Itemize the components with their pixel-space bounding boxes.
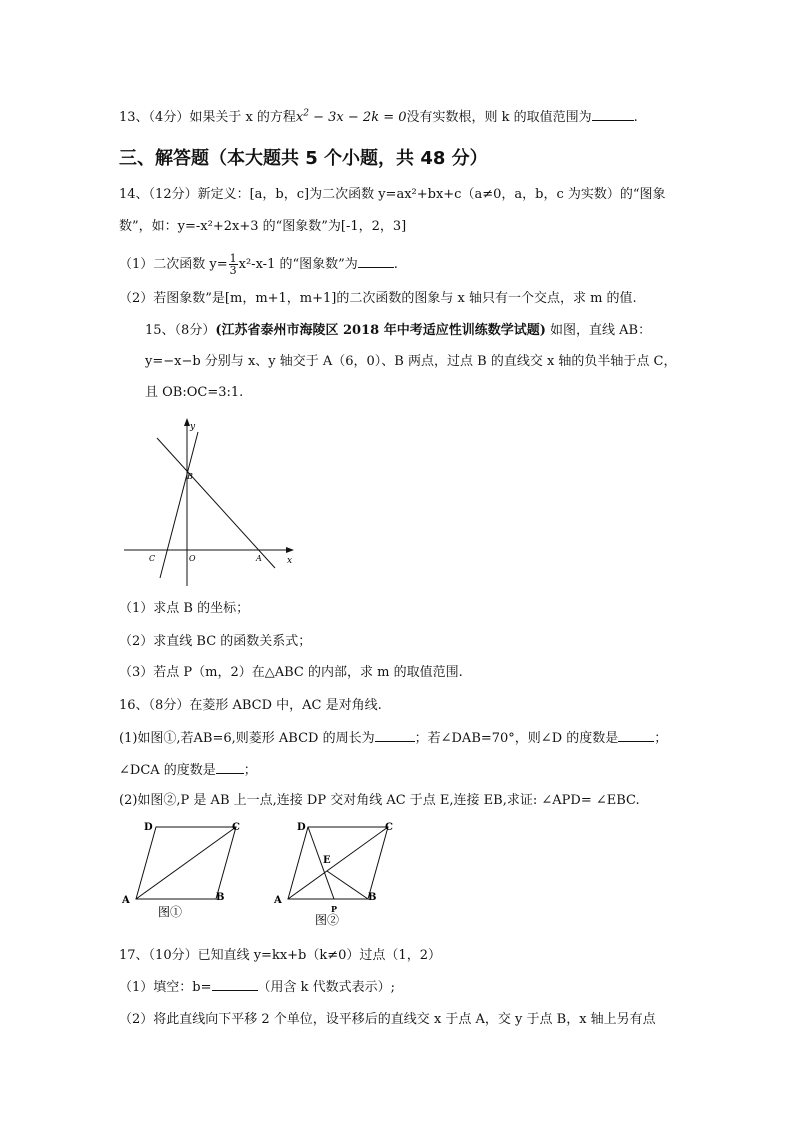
q13-suffix: 没有实数根，则 k 的取值范围为 — [406, 110, 592, 125]
q14-part2: （2）若图象数”是[m，m+1，m+1]的二次函数的图象与 x 轴只有一个交点，求 m 的值. — [119, 291, 637, 306]
q14-part1: （1）二次函数 y= $\frac{1}{3}$ x²-x-1 的“图象数”为 . — [119, 252, 398, 277]
q16-angle-d-blank[interactable] — [618, 729, 654, 742]
q16-line2: (1)如图①,若AB=6,则菱形 ABCD 的周长为 ；若∠DAB=70°，则∠D 的度数是 ； — [119, 731, 668, 746]
q16-angle-dca-blank[interactable] — [216, 761, 244, 774]
fig2-label-d: D — [297, 822, 306, 833]
q14-line2: 数”，如：y=-x²+2x+3 的“图象数”为[-1，2，3] — [119, 219, 407, 234]
q16-line3: ∠DCA 的度数是 ； — [119, 763, 257, 778]
q15-figure — [120, 418, 300, 588]
label-c: C — [149, 554, 156, 563]
fig1-caption: 图① — [158, 905, 183, 919]
label-b: B — [187, 472, 193, 481]
fig1-label-b: B — [216, 892, 225, 903]
q15-part3: （3）若点 P（m，2）在△ABC 的内部，求 m 的取值范围. — [119, 665, 463, 680]
fig2-label-a: A — [274, 895, 282, 906]
fig2-caption: 图② — [315, 913, 340, 927]
q15-line2: y=−x−b 分别与 x、y 轴交于 A（6，0）、B 两点，过点 B 的直线交 x 轴的负半轴于点 C， — [145, 354, 677, 369]
label-x: x — [287, 556, 293, 566]
q14-fraction: $\frac{1}{3}$ — [229, 252, 237, 277]
x-axis-arrow-icon — [286, 547, 294, 553]
q16-perimeter-blank[interactable] — [375, 729, 415, 742]
diagonal-ac-1 — [136, 827, 236, 899]
q16-figure-1 — [118, 818, 258, 928]
q16-figure-2 — [270, 818, 410, 933]
line-ab — [157, 438, 275, 568]
q15-line1: 15、（8分）(江苏省泰州市海陵区 2018 年中考适应性训练数学试题) 如图，直线 AB： — [145, 323, 652, 338]
q17-part1: （1）填空：b= （用含 k 代数式表示）; — [119, 980, 396, 995]
q17-b-answer-blank[interactable] — [212, 978, 258, 991]
q15-line3: 且 OB:OC=3:1. — [145, 385, 244, 400]
fig1-label-d: D — [144, 822, 153, 833]
q13-prefix: 13、（4分）如果关于 x 的方程 — [119, 110, 296, 125]
section-heading-answers: 三、解答题（本大题共 5 个小题，共 48 分） — [119, 148, 488, 169]
fig1-label-a: A — [122, 895, 130, 906]
q13-equation: $x^2 - 3x - 2k = 0$ — [295, 108, 407, 125]
q17-part2: （2）将此直线向下平移 2 个单位，设平移后的直线交 x 于点 A，交 y 于点 B，x 轴上另有点 — [119, 1012, 656, 1027]
q16-line1: 16、（8分）在菱形 ABCD 中，AC 是对角线. — [119, 698, 382, 713]
fig2-label-c: C — [385, 822, 393, 833]
label-o: O — [189, 554, 196, 563]
q15-part1: （1）求点 B 的坐标； — [119, 601, 250, 616]
fig1-label-c: C — [232, 822, 240, 833]
diagonal-ac-2 — [288, 827, 388, 899]
label-y: y — [190, 422, 196, 432]
fig2-label-p: P — [331, 904, 338, 914]
q17-line1: 17、（10分）已知直线 y=kx+b（k≠0）过点（1，2） — [119, 948, 441, 963]
q16-line4: (2)如图②,P 是 AB 上一点,连接 DP 交对角线 AC 于点 E,连接 EB,求证: ∠APD= ∠EBC. — [119, 793, 640, 808]
segment-eb — [327, 871, 368, 899]
fig2-label-b: B — [368, 892, 377, 903]
q13-answer-blank[interactable] — [592, 108, 634, 121]
q14-part1-answer-blank[interactable] — [358, 255, 394, 268]
fig2-label-e: E — [323, 855, 331, 866]
q14-line1: 14、（12分）新定义：[a，b，c]为二次函数 y=ax²+bx+c（a≠0，a，b，c 为实数）的“图象 — [119, 187, 666, 202]
label-a: A — [256, 554, 262, 563]
q13-line: 13、（4分）如果关于 x 的方程$x^2 - 3x - 2k = 0$没有实数根，则 k 的取值范围为 . — [119, 108, 638, 125]
q15-part2: （2）求直线 BC 的函数关系式； — [119, 634, 312, 649]
